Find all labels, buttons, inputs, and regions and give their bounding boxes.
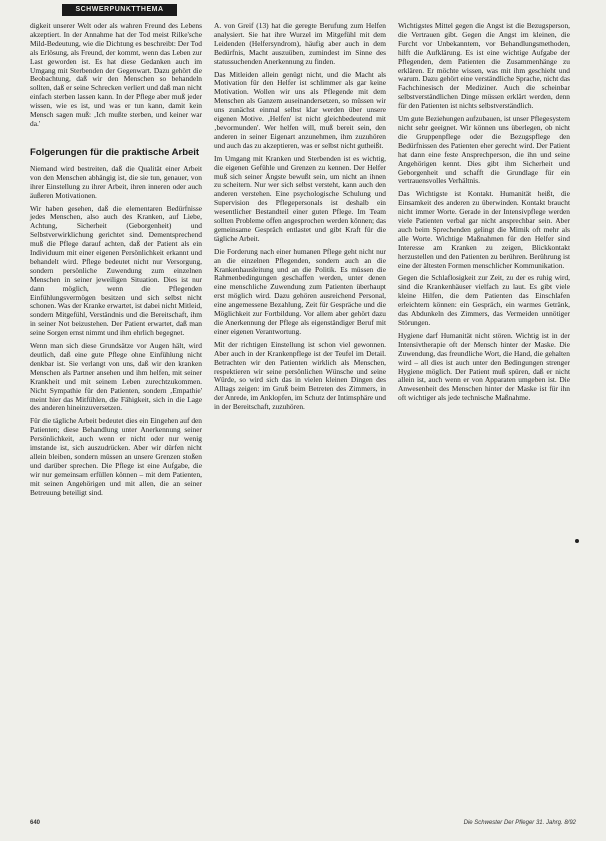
page-number: 640	[30, 820, 41, 826]
column-3	[398, 22, 570, 407]
column-1	[30, 22, 202, 502]
paragraph: Die Forderung nach einer humanen Pflege geht nicht nur an die einzelnen Pflegenden, sondern auch an die Krankenhausleitung und an die Politik. Es müssen die Rahmenbedingungen geschaffen werden, unter denen eine menschliche Zuwendung zum Patienten überhaupt erst möglich wird. Dazu gehören ausreichend Personal, eine angemessene Bezahlung, Zeit für Gespräche und die Möglichkeit zur Fortbildung. Vor allem aber gehört dazu die Anerkennung der Pflege als eigenständiger Beruf mit einer eigenen Verantwortung.	[214, 246, 386, 336]
paragraph: A. von Greif (13) hat die geregte Berufung zum Helfen analysiert. Sie hat ihre Wurzel im Mitgefühl mit dem Leidenden (Helfersyndrom), häufig aber auch in dem Bedürfnis, Macht auszuüben, zumindest im Sinne des statussuchenden Anerkennung zu finden.	[214, 21, 386, 66]
section-tag: SCHWERPUNKTTHEMA	[62, 4, 177, 16]
page-footer	[30, 820, 576, 830]
paragraph: Um gute Beziehungen aufzubauen, ist unser Pflegesystem nicht sehr geeignet. Wir können uns überlegen, ob nicht die Gruppenpflege oder die Bezugspflege den Bedürfnissen des Patienten eher gerecht wird. Der Patient hat dann eine feste Ansprechperson, die ihn und seine Angehörigen kennt. Dies gibt ihm Sicherheit und Geborgenheit und schafft die Grundlage für ein vertrauensvolles Verhältnis.	[398, 114, 570, 186]
column-2	[214, 22, 386, 416]
paragraph: Hygiene darf Humanität nicht stören. Wichtig ist in der Intensivtherapie oft der Mensch hinter der Maske. Die Zuwendung, das freundliche Wort, die Hand, die gehalten wird – all dies ist auch unter den Bedingungen strenger Hygiene möglich. Der Patient muß spüren, daß er nicht allein ist, auch wenn er von Apparaten umgeben ist. Die Anwesenheit des Menschen hinter der Maske ist für ihn oft wichtiger als jede technische Maßnahme.	[398, 330, 570, 403]
publication-source: Die Schwester Der Pfleger 31. Jahrg. 8/92	[463, 820, 576, 826]
paragraph: Wichtigstes Mittel gegen die Angst ist die Bezugsperson, die Vertrauen gibt. Gegen die Angst im kleinen, die Furcht vor Unbekanntem, vor Behandlungsmethoden, hilft die Aufklärung. Es ist eine wichtige Aufgabe der Pflegenden, dem Patienten die Zusammenhänge zu erklären. Er möchte wissen, was mit ihm geschieht und warum. Dazu gehört eine verständliche Sprache, nicht das Fachchinesisch der Mediziner. Auch die scheinbar selbstverständlichen Dinge müssen erklärt werden, denn für den Patienten ist nichts selbstverständlich.	[398, 21, 570, 111]
paragraph: Das Wichtigste ist Kontakt. Humanität heißt, die Einsamkeit des anderen zu überwinden. Kontakt braucht nicht immer Worte. Gerade in der Intensivpflege werden viele Patienten verbal gar nicht ansprechbar sein. Aber auch beim Sprechenden gelingt die Mimik oft mehr als alle Worte. Wichtige Maßnahmen für den Helfer sind Interesse am Kranken zu zeigen, Blickkontakt herzustellen und den Patienten zu berühren. Berührung ist eine der ältesten Formen menschlicher Kommunikation.	[398, 189, 570, 270]
paragraph: Wir haben gesehen, daß die elementaren Bedürfnisse jedes Menschen, also auch des Kranken, auf Liebe, Achtung, Sicherheit (Geborgenheit) und Selbstverwirklichung gerichtet sind. Dementsprechend muß die Pflege darauf achten, daß der Patient als ein Individuum mit einer eigenen Persönlichkeit erkannt und behandelt wird. Pflege bedeutet nicht nur Versorgung, sondern persönliche Zuwendung zum einzelnen Menschen in seiner jeweiligen Situation. Dies ist nur dann möglich, wenn die Pflegenden Einfühlungsvermögen besitzen und sich selbst nicht schonen. Was der Kranke erwartet, ist dabei nicht Mitleid, sondern Mitgefühl, Verständnis und die Bereitschaft, ihm in seiner Not beizustehen. Der Patient erwartet, daß man seine Sorgen ernst nimmt und ihm ehrlich begegnet.	[30, 203, 202, 338]
paragraph: Mit der richtigen Einstellung ist schon viel gewonnen. Aber auch in der Krankenpflege ist der Teufel im Detail. Betrachten wir den Patienten wirklich als Menschen, respektieren wir seine persönlichen Wünsche und seine Würde, so wird sich das in vielen kleinen Dingen des Alltags zeigen: im Gruß beim Betreten des Zimmers, in der Anrede, im Anklopfen, im Schutz der Intimsphäre und in der Bereitschaft, zuzuhören.	[214, 339, 386, 412]
section-heading: Folgerungen für die praktische Arbeit	[30, 146, 200, 158]
paragraph: digkeit unserer Welt oder als wahren Freund des Lebens akzeptiert. In der Annahme hat der Tod meist Rilke'sche Mild-Bedeutung, wie die Dichtung es beschreibt: Der Tod als Erlösung, als Freund, der kommt, wenn das Leben zur Last geworden ist. Es hat diese Gedanken auch im Umgang mit Sterbenden der Gegenwart. Dazu gehört die Beobachtung, daß wir den Menschen so behandeln sollten, daß er seine Schrecken verliert und daß man nicht einfach sterben lassen kann. In der Pflege aber muß jeder wissen, wie es ist, und was er tun kann, damit kein Mensch sagen muß: ‚Ich mußte sterben, und keiner war da.'	[30, 21, 202, 128]
paragraph: Für die tägliche Arbeit bedeutet dies ein Eingehen auf den Patienten; diese Behandlung unter Anerkennung seiner Persönlichkeit, auch wenn er nicht oder nur wenig imstande ist, sich auszudrücken. Aber wir dürfen nicht allein bleiben, sondern müssen an unsere Grenzen stoßen und darüber sprechen. Die Pflege ist eine Aufgabe, die wir nur gemeinsam erfüllen können – mit dem Patienten, mit seinen Angehörigen und mit allen, die an seiner Betreuung beteiligt sind.	[30, 416, 202, 497]
paragraph: Wenn man sich diese Grundsätze vor Augen hält, wird deutlich, daß eine gute Pflege ohne Einfühlung nicht denkbar ist. Sie verlangt von uns, daß wir den kranken Menschen als Partner ansehen und ihm helfen, mit seiner Krankheit und mit seinem Leben zurechtzukommen. Nicht Sympathie für den Patienten, sondern ‚Empathie' meint hier das Mitfühlen, die Fähigkeit, sich in die Lage des anderen hineinzuversetzen.	[30, 341, 202, 413]
paragraph: Das Mitleiden allein genügt nicht, und die Macht als Motivation für den Helfer ist schlimmer als gar keine Motivation. Wollen wir uns als Pflegende mit dem Menschen als Ganzem auseinandersetzen, so müssen wir uns zunächst einmal selbst klar werden über unsere eigenen Motive. ‚Helfen' ist nicht gleichbedeutend mit ‚bevormunden'. Wer helfen will, muß bereit sein, den anderen in seiner Eigenart anzunehmen, ihm zuzuhören und auch das zu akzeptieren, was er selbst nicht gutheißt.	[214, 69, 386, 150]
paragraph: Im Umgang mit Kranken und Sterbenden ist es wichtig, die eigenen Gefühle und Grenzen zu kennen. Der Helfer muß sich seiner Ängste bewußt sein, um nicht an ihnen zu scheitern. Nur wer sich selbst versteht, kann auch den anderen verstehen. Eine psychologische Schulung und Supervision des Pflegepersonals ist deshalb ein wesentlicher Bestandteil einer guten Pflege. Im Team sollten Probleme offen angesprochen werden können; das gemeinsame Gespräch entlastet und gibt Kraft für die tägliche Arbeit.	[214, 153, 386, 243]
ink-spot	[575, 539, 579, 543]
paragraph: Niemand wird bestreiten, daß die Qualität einer Arbeit von den Menschen abhängig ist, die sie tun, genauer, von ihrer Einstellung zu ihrer Arbeit, ihren inneren oder auch äußeren Motivationen.	[30, 163, 202, 200]
paragraph: Gegen die Schlaflosigkeit zur Zeit, zu der es ruhig wird, sind die Krankenhäuser vielfach zu laut. Es gibt viele kleine Hilfen, die dem Patienten das Einschlafen erleichtern können: ein Gespräch, ein warmes Getränk, das Abdunkeln des Zimmers, das Vermeiden unnötiger Störungen.	[398, 273, 570, 327]
